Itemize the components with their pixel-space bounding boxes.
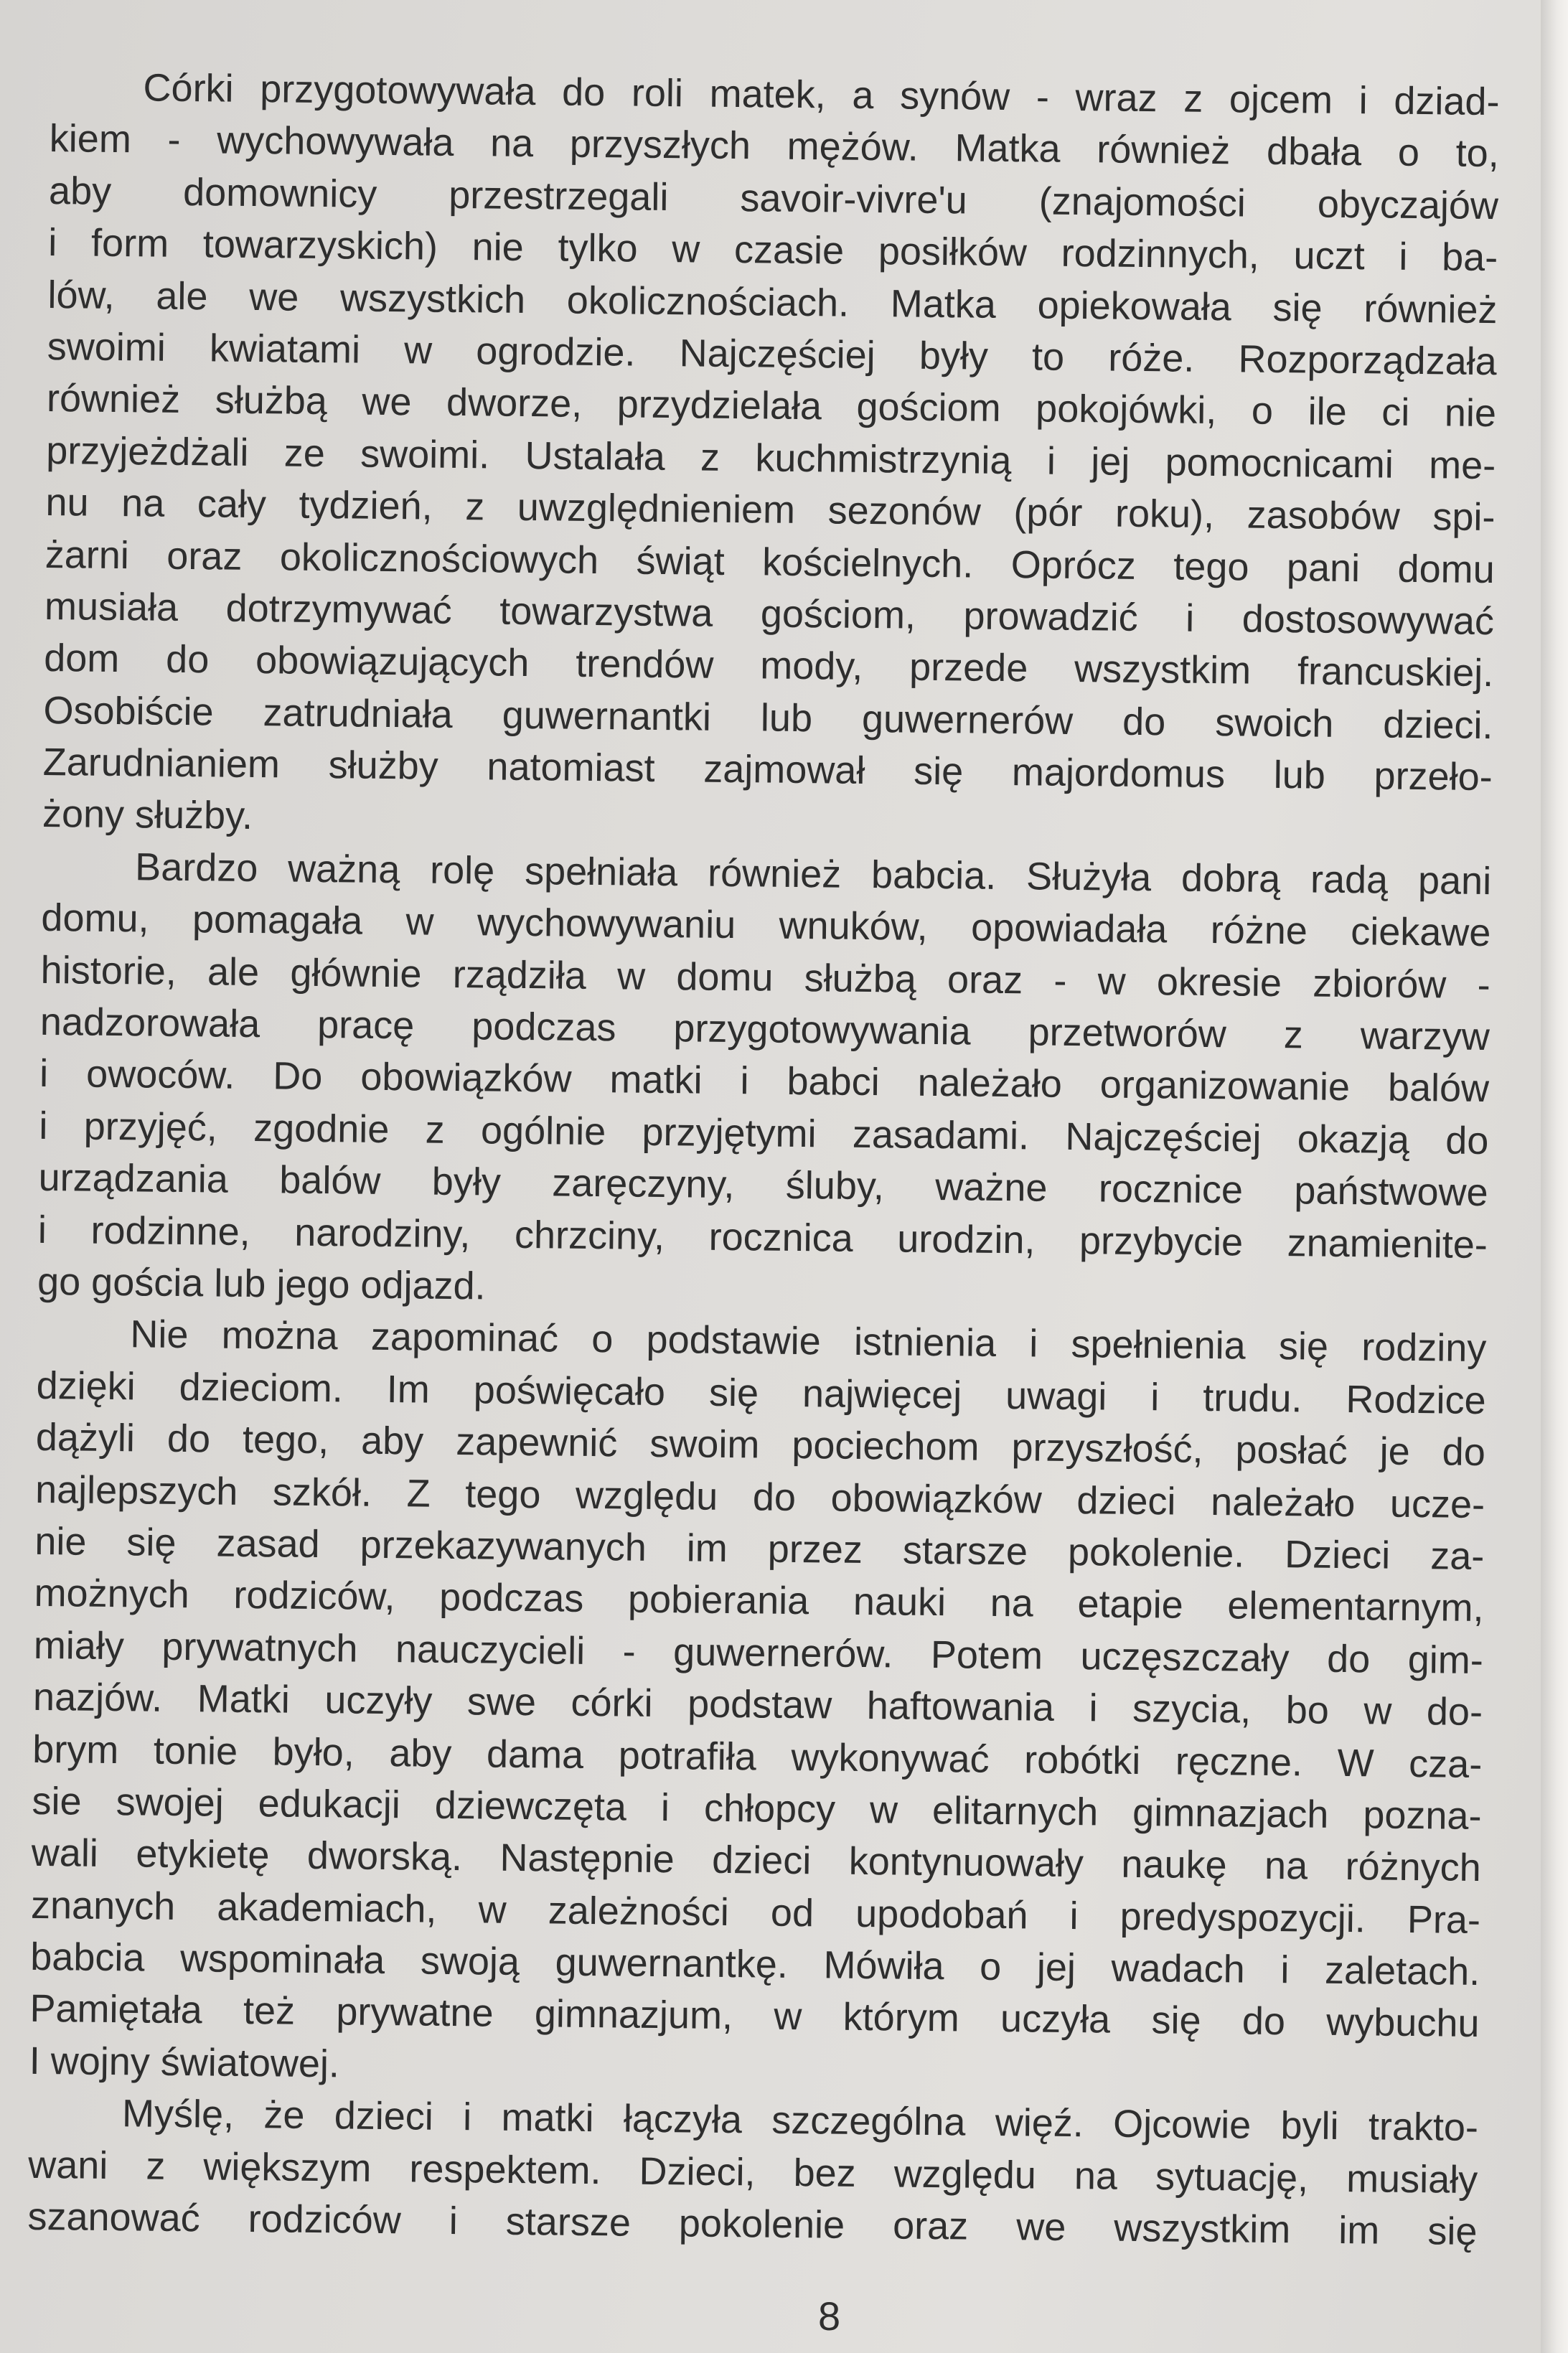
text-line: musiała dotrzymywać towarzystwa gościom, prowadzić i dostosowywać: [44, 584, 1495, 644]
text-line: i rodzinne, narodziny, chrzciny, rocznica urodzin, przybycie znamienite-: [37, 1208, 1488, 1267]
text-line: żarni oraz okolicznościowych świąt kościelnych. Oprócz tego pani domu: [44, 532, 1496, 591]
text-line: Zarudnianiem służby natomiast zajmował się majordomus lub przeło-: [42, 741, 1493, 799]
text-line: kiem - wychowywała na przyszłych mężów. Matka również dbała o to,: [49, 117, 1500, 176]
text-line: dążyli do tego, aby zapewnić swoim pociechom przyszłość, posłać je do: [35, 1416, 1486, 1475]
text-line: nadzorowała pracę podczas przygotowywania przetworów z warzyw: [39, 1000, 1490, 1059]
text-line: babcia wspominała swoją guwernantkę. Mówiła o jej wadach i zaletach.: [30, 1935, 1480, 1994]
text-line: żony służby.: [42, 792, 253, 838]
text-line: Myślę, że dzieci i matki łączyła szczególna więź. Ojcowie byli trakto-: [121, 2092, 1479, 2150]
text-line: możnych rodziców, podczas pobierania nauki na etapie elementarnym,: [34, 1572, 1484, 1630]
text-line: Bardzo ważną rolę spełniała również babcia. Służyła dobrą radą pani: [134, 845, 1492, 903]
body-text: [27, 61, 1500, 2258]
text-line: najlepszych szkół. Z tego względu do obowiązków dzieci należało ucze-: [34, 1467, 1485, 1526]
page-edge: [1541, 0, 1568, 2353]
page-number: 8: [818, 2293, 841, 2339]
text-line: Pamiętała też prywatne gimnazjum, w którym uczyła się do wybuchu: [29, 1987, 1480, 2046]
text-line: I wojny światowej.: [29, 2039, 340, 2086]
text-line: nie się zasad przekazywanych im przez starsze pokolenie. Dzieci za-: [34, 1519, 1485, 1578]
text-line: znanych akademiach, w zależności od upodobań i predyspozycji. Pra-: [30, 1883, 1481, 1942]
text-line: go gościa lub jego odjazd.: [37, 1259, 486, 1308]
text-line: sie swojej edukacji dziewczęta i chłopcy w elitarnych gimnazjach pozna-: [32, 1779, 1482, 1838]
text-line: brym tonie było, aby dama potrafiła wykonywać robótki ręczne. W cza-: [32, 1727, 1483, 1786]
text-line: aby domownicy przestrzegali savoir-vivre'u (znajomości obyczajów: [48, 169, 1499, 227]
text-line: historie, ale głównie rządziła w domu służbą oraz - w okresie zbiorów -: [40, 948, 1490, 1007]
text-line: domu, pomagała w wychowywaniu wnuków, opowiadała różne ciekawe: [41, 896, 1491, 955]
text-line: dzięki dzieciom. Im poświęcało się najwięcej uwagi i trudu. Rodzice: [36, 1363, 1486, 1422]
text-line: i owoców. Do obowiązków matki i babci należało organizowanie balów: [39, 1052, 1490, 1111]
text-line: lów, ale we wszystkich okolicznościach. Matka opiekowała się również: [47, 273, 1498, 332]
text-line: Osobiście zatrudniała guwernantki lub guwernerów do swoich dzieci.: [43, 688, 1493, 747]
text-line: i przyjęć, zgodnie z ogólnie przyjętymi zasadami. Najczęściej okazją do: [39, 1104, 1489, 1163]
text-line: swoimi kwiatami w ogrodzie. Najczęściej były to róże. Rozporządzała: [47, 324, 1498, 384]
text-line: urządzania balów były zaręczyny, śluby, ważne rocznice państwowe: [38, 1156, 1488, 1215]
text-line: i form towarzyskich) nie tylko w czasie posiłków rodzinnych, uczt i ba-: [48, 221, 1498, 280]
text-line: przyjeżdżali ze swoimi. Ustalała z kuchmistrzynią i jej pomocnicami me-: [46, 428, 1496, 487]
text-line: dom do obowiązujących trendów mody, przede wszystkim francuskiej.: [43, 637, 1494, 695]
text-line: Nie można zapominać o podstawie istnienia i spełnienia się rodziny: [130, 1312, 1487, 1371]
text-line: wani z większym respektem. Dzieci, bez względu na sytuację, musiały: [27, 2143, 1478, 2202]
text-line: nu na cały tydzień, z uwzględnieniem sezonów (pór roku), zasobów spi-: [45, 481, 1496, 540]
text-line: nazjów. Matki uczyły swe córki podstaw haftowania i szycia, bo w do-: [32, 1675, 1483, 1734]
text-line: szanować rodziców i starsze pokolenie oraz we wszystkim im się: [27, 2194, 1478, 2254]
text-line: również służbą we dworze, przydzielała gościom pokojówki, o ile ci nie: [46, 377, 1497, 436]
text-line: wali etykietę dworską. Następnie dzieci kontynuowały naukę na różnych: [31, 1831, 1482, 1890]
text-line: miały prywatnych nauczycieli - guwernerów. Potem uczęszczały do gim-: [33, 1623, 1484, 1682]
text-line: Córki przygotowywała do roli matek, a synów - wraz z ojcem i dziad-: [143, 66, 1500, 124]
